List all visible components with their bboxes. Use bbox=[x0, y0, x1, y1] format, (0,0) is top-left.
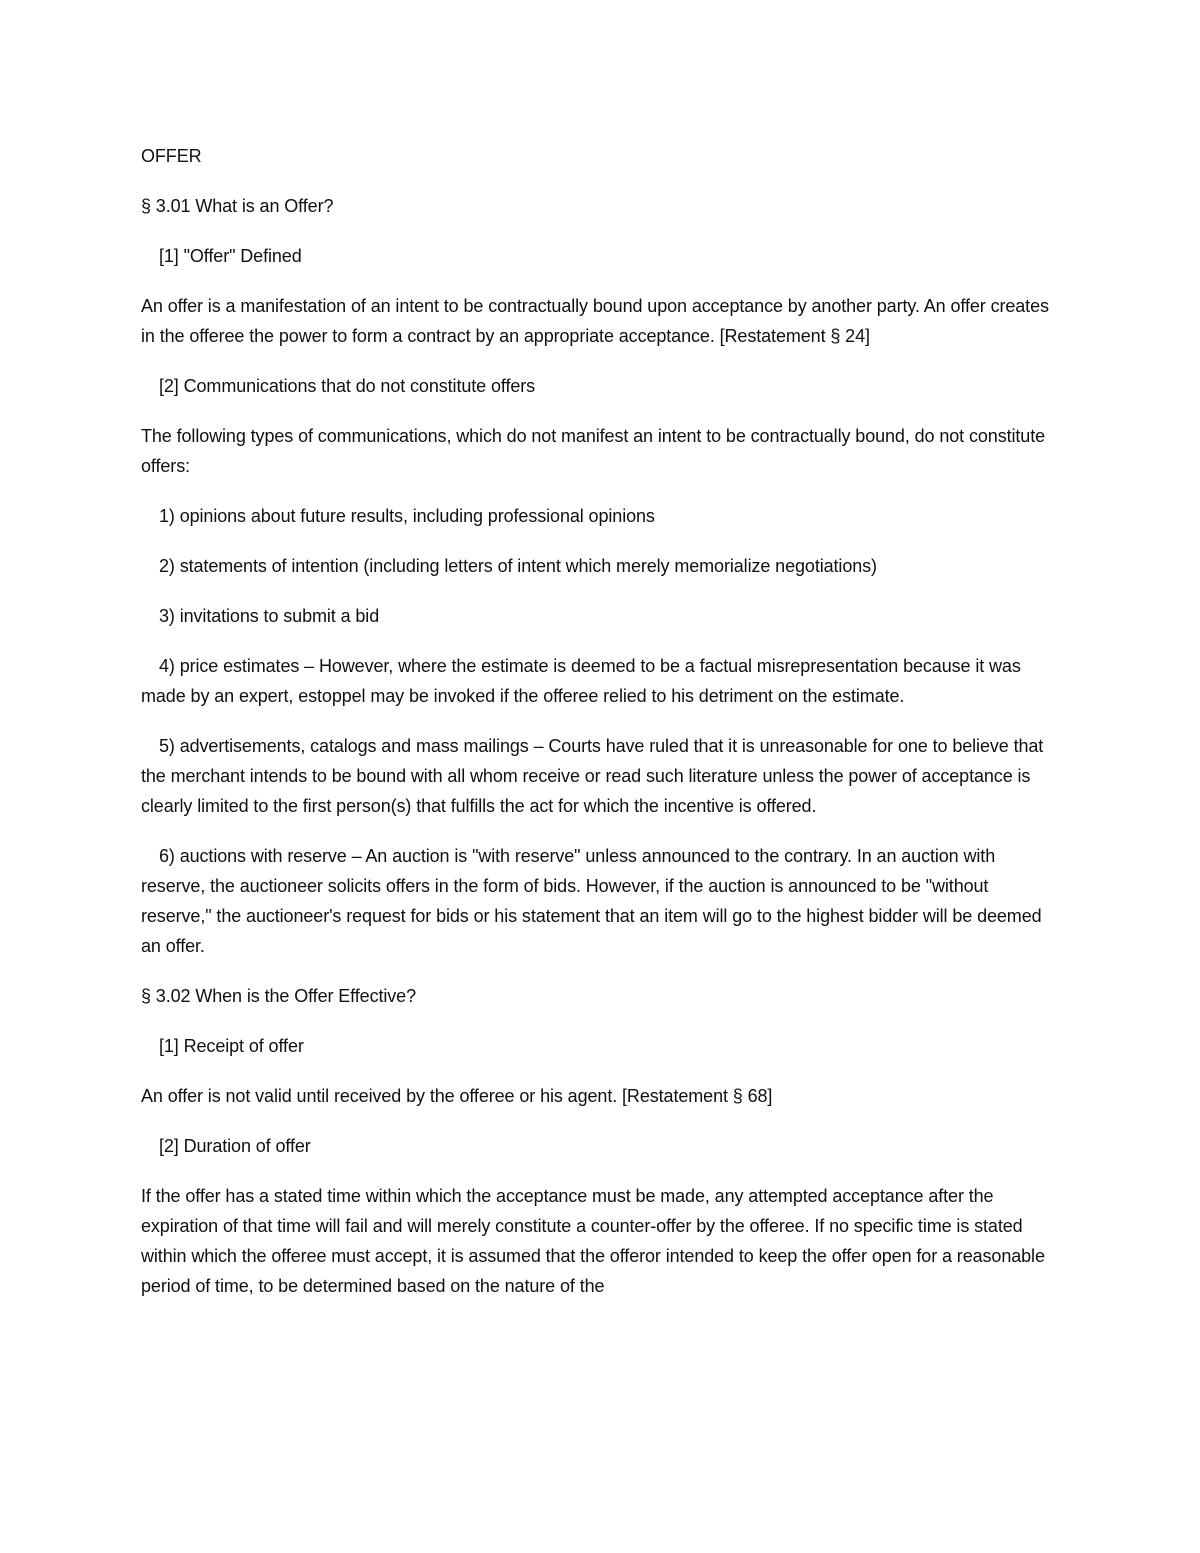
non-offer-item-3: 3) invitations to submit a bid bbox=[159, 606, 380, 626]
non-offer-item-5: 5) advertisements, catalogs and mass mailings – Courts have ruled that it is unreasonable for one to believe that the merchant intends to be bound with all whom receive or read such literature unless the power of acceptance is clearly limited to the first person(s) that fulfills the act for which the incentive is offered. bbox=[141, 736, 1044, 816]
duration-paragraph: If the offer has a stated time within which the acceptance must be made, any attempted acceptance after the expiration of that time will fail and will merely constitute a counter-offer by the offeree. If no specific time is stated within which the offeree must accept, it is assumed that the offeror intended to keep the offer open for a reasonable period of time, to be determined based on the nature of the bbox=[141, 1186, 1045, 1296]
non-offer-item-6: 6) auctions with reserve – An auction is "with reserve" unless announced to the contrary. In an auction with reserve, the auctioneer solicits offers in the form of bids. However, if the auction is announced to be "without reserve," the auctioneer's request for bids or his statement that an item will go to the highest bidder will be deemed an offer. bbox=[141, 846, 1042, 956]
non-offer-item-1: 1) opinions about future results, including professional opinions bbox=[159, 506, 655, 526]
non-offer-item-4: 4) price estimates – However, where the estimate is deemed to be a factual misrepresentation because it was made by an expert, estoppel may be invoked if the offeree relied to his detriment on the estimate. bbox=[141, 656, 1021, 706]
subsection-duration-heading: [2] Duration of offer bbox=[159, 1136, 311, 1156]
section-3-02-heading: § 3.02 When is the Offer Effective? bbox=[141, 986, 416, 1006]
section-3-01-heading: § 3.01 What is an Offer? bbox=[141, 196, 334, 216]
subsection-receipt-heading: [1] Receipt of offer bbox=[159, 1036, 304, 1056]
offer-defined-paragraph: An offer is a manifestation of an intent to be contractually bound upon acceptance by another party. An offer creates in the offeree the power to form a contract by an appropriate acceptance. [Restatement § 24] bbox=[141, 296, 1049, 346]
non-offer-item-2: 2) statements of intention (including letters of intent which merely memorialize negotiations) bbox=[159, 556, 877, 576]
receipt-paragraph: An offer is not valid until received by the offeree or his agent. [Restatement § 68] bbox=[141, 1086, 773, 1106]
document-body bbox=[141, 141, 1061, 1321]
document-title: OFFER bbox=[141, 146, 202, 166]
non-offers-intro-paragraph: The following types of communications, which do not manifest an intent to be contractually bound, do not constitute offers: bbox=[141, 426, 1046, 476]
subsection-offer-defined-heading: [1] "Offer" Defined bbox=[159, 246, 302, 266]
subsection-non-offers-heading: [2] Communications that do not constitute offers bbox=[159, 376, 536, 396]
